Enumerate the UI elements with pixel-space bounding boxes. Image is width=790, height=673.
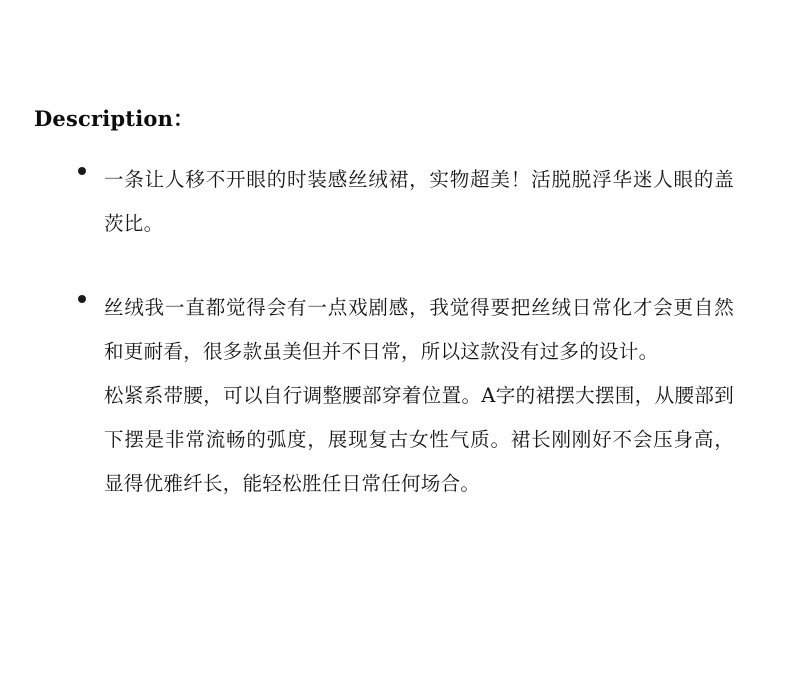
paragraph: 松紧系带腰，可以自行调整腰部穿着位置。A字的裙摆大摆围，从腰部到下摆是非常流畅的弧度，展现复古女性气质。裙长刚刚好不会压身高，显得优雅纤长，能轻松胜任日常任何场合。 (104, 384, 734, 495)
paragraph: 丝绒我一直都觉得会有一点戏剧感，我觉得要把丝绒日常化才会更自然和更耐看，很多款虽美但并不日常，所以这款没有过多的设计。 (104, 296, 734, 363)
page-title: Description： (34, 106, 195, 131)
list-item (34, 158, 734, 246)
description-bullet-list (34, 158, 734, 546)
list-item (34, 286, 734, 506)
bullet-dot-icon (78, 167, 86, 175)
paragraph: 一条让人移不开眼的时装感丝绒裙，实物超美！活脱脱浮华迷人眼的盖茨比。 (104, 168, 734, 235)
bullet-dot-icon (78, 295, 86, 303)
